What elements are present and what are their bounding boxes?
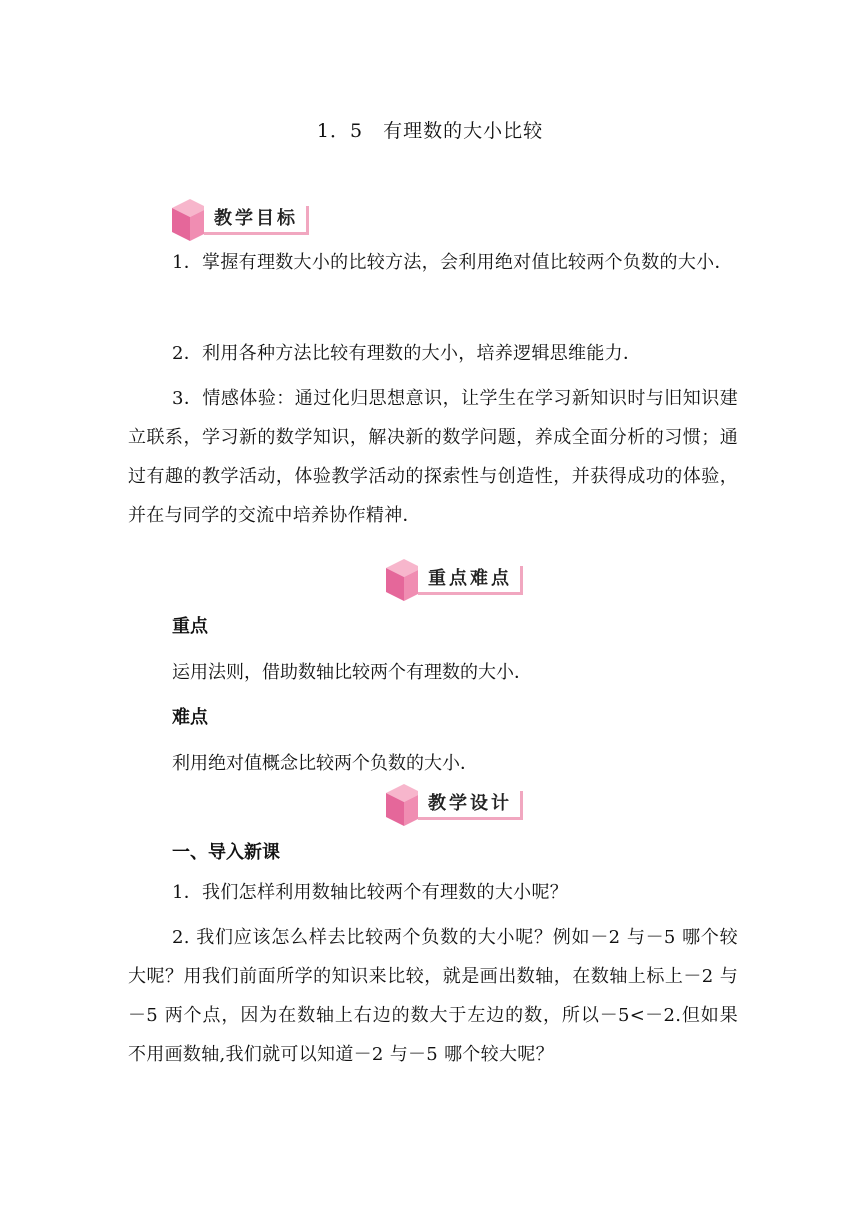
badge-label: 教学设计 (428, 793, 512, 814)
goal-item: 1．掌握有理数大小的比较方法，会利用绝对值比较两个负数的大小． (172, 252, 733, 273)
badge-label-box (418, 566, 523, 595)
difficulty-text: 利用绝对值概念比较两个负数的大小． (172, 753, 478, 774)
section-badge-goals (170, 197, 310, 243)
lesson-section-heading: 一、导入新课 (172, 842, 280, 863)
section-badge-design (384, 782, 524, 828)
section-badge-key-points (384, 557, 524, 603)
focus-heading: 重点 (172, 616, 208, 637)
design-item: 1．我们怎样利用数轴比较两个有理数的大小呢？ (172, 882, 569, 903)
goal-item: 2．利用各种方法比较有理数的大小，培养逻辑思维能力． (172, 343, 642, 364)
design-item: 2. 我们应该怎么样去比较两个负数的大小呢？例如－2 与－5 哪个较大呢？用我们前面所学的知识来比较，就是画出数轴，在数轴上标上－2 与－5 两个点，因为在数轴上右边的数大于左边的数，所以－5<－2.但如果不用画数轴,我们就可以知道－2 与－5 哪个较大呢？ (128, 927, 738, 1065)
page-title: 1．5 有理数的大小比较 (316, 120, 544, 142)
focus-text: 运用法则，借助数轴比较两个有理数的大小． (172, 662, 532, 683)
badge-label: 重点难点 (428, 568, 512, 589)
badge-label: 教学目标 (214, 208, 298, 229)
badge-label-box (418, 791, 523, 820)
goal-item: 3．情感体验：通过化归思想意识，让学生在学习新知识时与旧知识建立联系，学习新的数学知识，解决新的数学问题，养成全面分析的习惯；通过有趣的教学活动，体验教学活动的探索性与创造性，并获得成功的体验，并在与同学的交流中培养协作精神． (128, 388, 738, 526)
difficulty-heading: 难点 (172, 707, 208, 728)
badge-label-box (204, 206, 309, 235)
